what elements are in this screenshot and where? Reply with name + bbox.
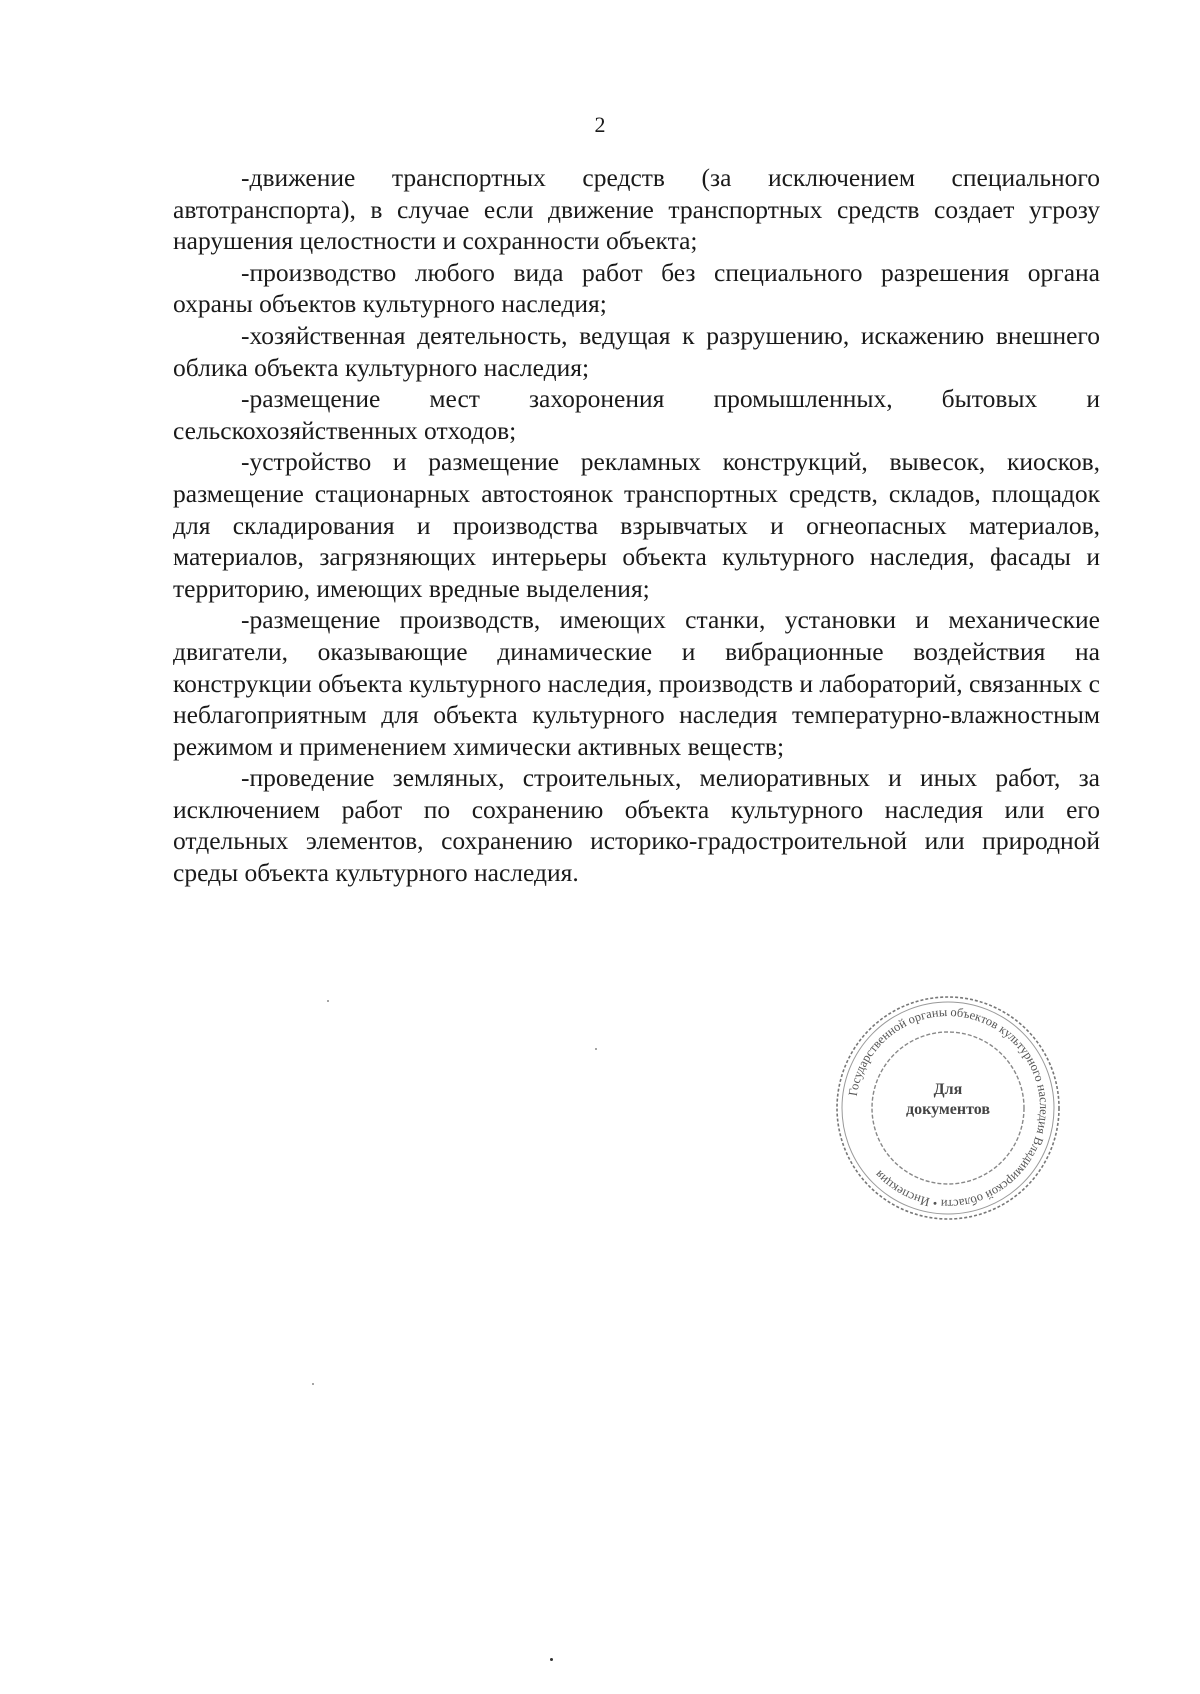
stamp-ring-text: Государственной органы объектов культурного наследия Владимирской области • Инспекция [845,1004,1052,1212]
scan-speck [550,1658,553,1661]
paragraph: -хозяйственная деятельность, ведущая к разрушению, искажению внешнего облика объекта культурного наследия; [173,320,1100,382]
scan-speck [312,1383,314,1385]
stamp-center-text [832,1080,1064,1120]
scan-speck [595,1048,597,1050]
document-body [173,162,1100,889]
stamp-center-line-1: Для [933,1081,963,1098]
paragraph: -размещение мест захоронения промышленных, бытовых и сельскохозяйственных отходов; [173,384,1100,445]
paragraph: -движение транспортных средств (за исключением специального автотранспорта), в случае если движение транспортных средств создает угрозу нарушения целостности и сохранности объекта; [173,163,1100,256]
paragraph: -устройство и размещение рекламных конструкций, вывесок, киосков, размещение стационарных автостоянок транспортных средств, складов, площадок для складирования и производства взрывчатых и огнеопасных материалов, материалов, загрязняющих интерьеры объекта культурного наследия, фасады и территорию, имеющих вредные выделения; [173,447,1100,603]
scan-speck [327,1000,329,1002]
paragraph: -производство любого вида работ без специального разрешения органа охраны объектов культурного наследия; [173,257,1100,319]
stamp-center-line-2: документов [906,1101,990,1118]
paragraph: -проведение земляных, строительных, мелиоративных и иных работ, за исключением работ по сохранению объекта культурного наследия или его отдельных элементов, сохранению историко-градостроительной или природной среды объекта культурного наследия. [173,763,1100,888]
official-stamp [832,992,1064,1224]
page-number: 2 [594,112,606,137]
paragraph: -размещение производств, имеющих станки, установки и механические двигатели, оказывающие динамические и вибрационные воздействия на конструкции объекта культурного наследия, производств и лабораторий, связанных с неблагоприятным для объекта культурного наследия температурно-влажностным режимом и применением химически активных веществ; [173,605,1100,761]
